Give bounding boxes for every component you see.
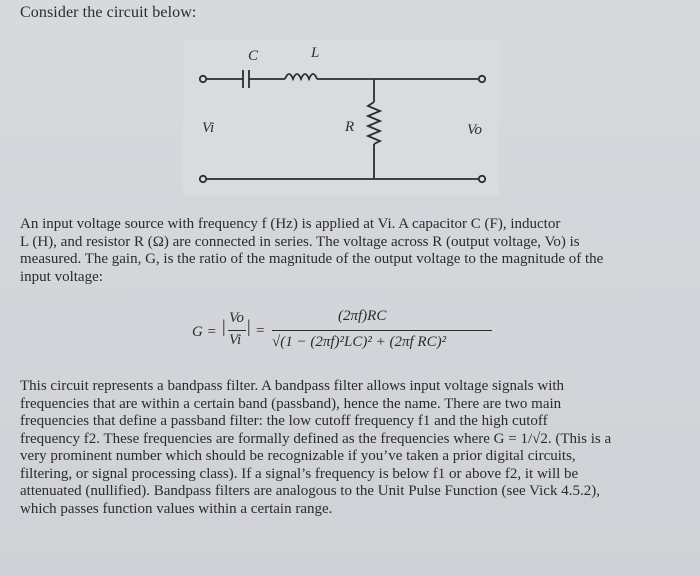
abs-bar-right: |: [247, 316, 251, 336]
abs-numerator: Vo: [229, 310, 244, 326]
paragraph2-line: frequency f2. These frequencies are formally defined as the frequencies where G = 1/√2. (This is a: [20, 430, 612, 447]
output-voltage-label: Vo: [467, 122, 482, 138]
formula-denominator: √(1 − (2πf)²LC)² + (2πf RC)²: [272, 334, 447, 350]
output-terminal-top: [479, 76, 485, 82]
circuit-schematic: [183, 40, 499, 195]
paragraph2-line: frequencies that define a passband filter: the low cutoff frequency f1 and the high cutoff: [20, 413, 548, 429]
gain-formula: [192, 308, 512, 368]
formula-lhs: G =: [192, 324, 217, 340]
resistor-zigzag: [368, 102, 380, 144]
paragraph2-line: frequencies that are within a certain band (passband), hence the name. There are two main: [20, 395, 562, 412]
paragraph1-line: An input voltage source with frequency f (Hz) is applied at Vi. A capacitor C (F), inductor: [20, 216, 561, 232]
inductor-coil: [285, 74, 317, 79]
abs-denominator: Vi: [229, 332, 242, 348]
paragraph-bandpass: [20, 378, 680, 518]
inductor-label: L: [311, 45, 320, 61]
paragraph2-line: filtering, or signal processing class). If a signal’s frequency is below f1 or above f2, it will be: [20, 465, 579, 482]
output-terminal-bottom: [479, 176, 485, 182]
paragraph1-line: input voltage:: [20, 268, 103, 285]
input-voltage-label: Vi: [202, 120, 215, 136]
paragraph2-line: This circuit represents a bandpass filter. A bandpass filter allows input voltage signals with: [20, 378, 565, 394]
resistor-label: R: [345, 119, 355, 135]
paragraph1-line: measured. The gain, G, is the ratio of the magnitude of the output voltage to the magnitude of the: [20, 251, 604, 267]
formula-numerator: (2πf)RC: [338, 308, 387, 324]
input-terminal-top: [200, 76, 206, 82]
paragraph2-line: very prominent number which should be recognizable if you’ve taken a prior digital circuits,: [20, 448, 576, 464]
paragraph2-line: which passes function values within a certain range.: [20, 500, 333, 517]
circuit-diagram: [183, 40, 499, 195]
paragraph2-line: attenuated (nullified). Bandpass filters are analogous to the Unit Pulse Function (see Vick 4.5.2),: [20, 483, 600, 499]
abs-bar-left: |: [222, 316, 226, 336]
formula-equals: =: [256, 323, 265, 339]
input-terminal-bottom: [200, 176, 206, 182]
page-heading: Consider the circuit below:: [20, 4, 197, 21]
paragraph-description: [20, 216, 680, 286]
main-fraction-line: [272, 330, 492, 331]
abs-fraction-line: [228, 330, 246, 331]
paragraph1-line: L (H), and resistor R (Ω) are connected in series. The voltage across R (output voltage, Vo) is: [20, 233, 580, 250]
capacitor-label: C: [248, 48, 259, 64]
